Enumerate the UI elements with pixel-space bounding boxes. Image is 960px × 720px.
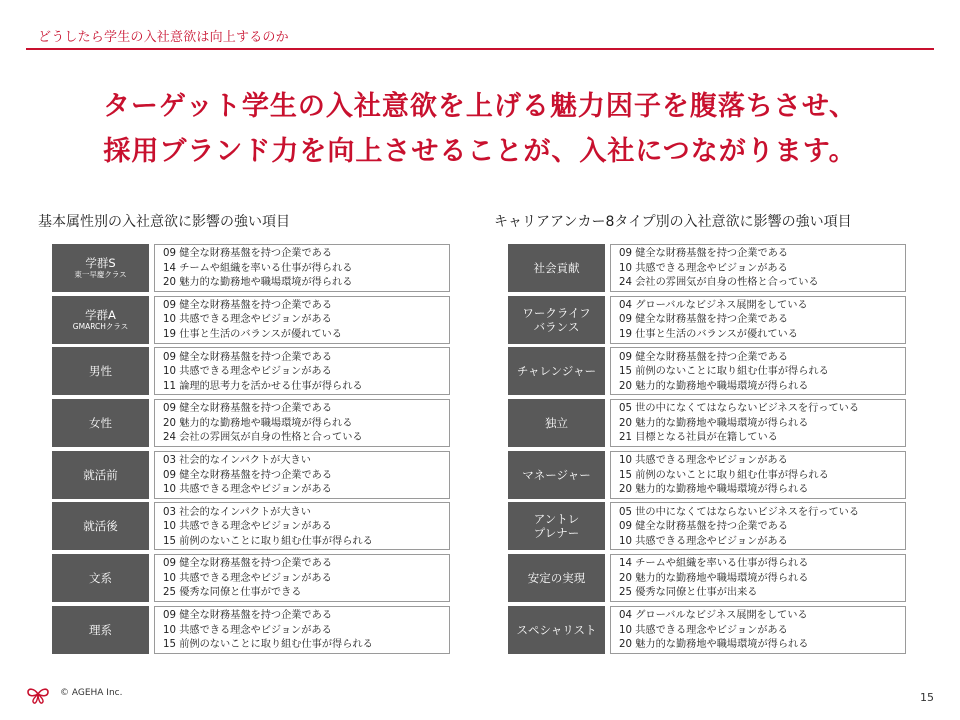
basic-attribute-row-sublabel: 東一早慶クラス [74, 270, 127, 279]
header-divider [26, 48, 934, 50]
basic-attribute-row-label-text: 男性 [89, 364, 112, 379]
factor-item: 09 健全な財務基盤を持つ企業である [619, 521, 789, 533]
career-anchor-row [508, 554, 906, 602]
factor-item: 19 仕事と生活のバランスが優れている [163, 328, 342, 340]
basic-attribute-row-label [52, 554, 149, 602]
basic-attribute-factor-list [154, 606, 450, 654]
factor-item: 05 世の中になくてはならないビジネスを行っている [619, 506, 860, 518]
factor-item: 10 共感できる理念やビジョンがある [163, 521, 332, 533]
career-anchor-row-label [508, 451, 605, 499]
basic-attribute-row-label-text: 文系 [89, 571, 112, 586]
factor-item: 20 魅力的な勤務地や職場環境が得られる [619, 484, 809, 495]
basic-attribute-row-sublabel: GMARCHクラス [72, 321, 129, 331]
factor-item: 20 魅力的な勤務地や職場環境が得られる [619, 639, 809, 651]
factor-item: 20 魅力的な勤務地や職場環境が得られる [163, 277, 353, 289]
factor-item: 25 優秀な同僚と仕事ができる [163, 587, 302, 599]
career-anchor-rows [508, 244, 906, 654]
factor-item: 15 前例のないことに取り組む仕事が得られる [619, 469, 829, 481]
basic-attribute-rows [52, 244, 450, 654]
factor-item: 20 魅力的な勤務地や職場環境が得られる [619, 380, 809, 392]
factor-item: 10 共感できる理念やビジョンがある [163, 624, 332, 636]
factor-item: 14 チームや組織を率いる仕事が得られる [163, 262, 353, 274]
factor-item: 20 魅力的な勤務地や職場環境が得られる [619, 417, 809, 429]
career-anchor-title: キャリアアンカー8タイプ別の入社意欲に影響の強い項目 [494, 214, 852, 230]
career-anchor-row [508, 502, 906, 550]
factor-item: 04 グローバルなビジネス展開をしている [619, 610, 808, 622]
basic-attribute-factor-list [154, 296, 450, 344]
factor-item: 04 グローバルなビジネス展開をしている [619, 299, 808, 311]
factor-item: 09 健全な財務基盤を持つ企業である [163, 558, 333, 570]
factor-item: 09 健全な財務基盤を持つ企業である [163, 351, 333, 363]
headline [0, 84, 960, 174]
basic-attribute-row [52, 451, 450, 499]
basic-attribute-row-label [52, 244, 149, 292]
factor-item: 09 健全な財務基盤を持つ企業である [619, 314, 789, 326]
factor-item: 10 共感できる理念やビジョンがある [619, 262, 788, 274]
basic-attribute-panel [38, 212, 450, 658]
basic-attribute-factor-list [154, 554, 450, 602]
factor-item: 05 世の中になくてはならないビジネスを行っている [619, 403, 860, 415]
factor-item: 15 前例のないことに取り組む仕事が得られる [163, 639, 373, 651]
basic-attribute-factor-list [154, 347, 450, 395]
headline-line-2: 採用ブランド力を向上させることが、入社につながります。 [103, 136, 857, 167]
factor-item: 03 社会的なインパクトが大きい [163, 506, 311, 518]
career-anchor-row-label [508, 502, 605, 550]
ageha-butterfly-logo-icon [26, 682, 50, 706]
headline-line-1: ターゲット学生の入社意欲を上げる魅力因子を腹落ちさせ、 [102, 91, 858, 122]
career-anchor-factor-list [610, 296, 906, 344]
career-anchor-factor-list [610, 606, 906, 654]
factor-item: 19 仕事と生活のバランスが優れている [619, 328, 798, 340]
career-anchor-row-label [508, 296, 605, 344]
factor-item: 09 健全な財務基盤を持つ企業である [163, 403, 333, 415]
career-anchor-factor-list [610, 347, 906, 395]
career-anchor-row-label-text: スペシャリスト [516, 622, 597, 637]
factor-item: 20 魅力的な勤務地や職場環境が得られる [163, 417, 353, 429]
basic-attribute-row-label-text: 理系 [89, 622, 112, 637]
basic-attribute-row-label-text: 就活後 [83, 519, 118, 534]
career-anchor-row [508, 451, 906, 499]
basic-attribute-row-label [52, 451, 149, 499]
basic-attribute-factor-list [154, 399, 450, 447]
factor-item: 21 目標となる社員が在籍している [619, 432, 778, 444]
factor-item: 15 前例のないことに取り組む仕事が得られる [163, 535, 373, 547]
career-anchor-row-label-text: 独立 [545, 416, 568, 431]
factor-item: 10 共感できる理念やビジョンがある [163, 314, 332, 326]
factor-item: 03 社会的なインパクトが大きい [163, 455, 311, 466]
factor-item: 10 共感できる理念やビジョンがある [163, 572, 332, 584]
factor-item: 09 健全な財務基盤を持つ企業である [163, 610, 333, 622]
basic-attribute-title: 基本属性別の入社意欲に影響の強い項目 [38, 214, 290, 230]
basic-attribute-row-label [52, 296, 149, 344]
factor-item: 15 前例のないことに取り組む仕事が得られる [619, 366, 829, 378]
basic-attribute-row [52, 606, 450, 654]
career-anchor-factor-list [610, 554, 906, 602]
section-title: どうしたら学生の入社意欲は向上するのか [38, 30, 289, 45]
factor-item: 09 健全な財務基盤を持つ企業である [619, 248, 789, 260]
basic-attribute-row-label-text: 学群A [85, 307, 116, 322]
factor-item: 09 健全な財務基盤を持つ企業である [163, 469, 333, 481]
career-anchor-factor-list [610, 502, 906, 550]
career-anchor-row [508, 244, 906, 292]
factor-item: 20 魅力的な勤務地や職場環境が得られる [619, 572, 809, 584]
basic-attribute-row-label [52, 347, 149, 395]
factor-item: 10 共感できる理念やビジョンがある [163, 366, 332, 378]
career-anchor-row-label-text: チャレンジャー [516, 364, 597, 379]
career-anchor-row-label-text: アントレ プレナー [533, 512, 580, 541]
career-anchor-row-label [508, 347, 605, 395]
career-anchor-factor-list [610, 399, 906, 447]
factor-item: 10 共感できる理念やビジョンがある [619, 535, 788, 547]
career-anchor-row [508, 606, 906, 654]
factor-item: 11 論理的思考力を活かせる仕事が得られる [163, 380, 363, 392]
career-anchor-row-label [508, 554, 605, 602]
career-anchor-factor-list [610, 451, 906, 499]
basic-attribute-row-label-text: 学群S [85, 256, 116, 270]
career-anchor-panel [494, 212, 906, 658]
factor-item: 24 会社の雰囲気が自身の性格と合っている [619, 277, 819, 289]
factor-item: 24 会社の雰囲気が自身の性格と合っている [163, 432, 363, 444]
career-anchor-row-label [508, 606, 605, 654]
basic-attribute-factor-list [154, 502, 450, 550]
career-anchor-row-label [508, 399, 605, 447]
career-anchor-row [508, 296, 906, 344]
basic-attribute-row-label-text: 就活前 [83, 467, 118, 482]
career-anchor-factor-list [610, 244, 906, 292]
factor-item: 10 共感できる理念やビジョンがある [163, 484, 332, 495]
career-anchor-row-label-text: マネージャー [522, 467, 591, 482]
factor-item: 10 共感できる理念やビジョンがある [619, 624, 788, 636]
basic-attribute-row-label [52, 399, 149, 447]
basic-attribute-factor-list [154, 244, 450, 292]
basic-attribute-row [52, 502, 450, 550]
basic-attribute-row [52, 296, 450, 344]
basic-attribute-factor-list [154, 451, 450, 499]
factor-item: 25 優秀な同僚と仕事が出来る [619, 587, 758, 599]
factor-item: 09 健全な財務基盤を持つ企業である [619, 351, 789, 363]
basic-attribute-row-label [52, 502, 149, 550]
factor-item: 10 共感できる理念やビジョンがある [619, 455, 788, 466]
basic-attribute-row [52, 399, 450, 447]
career-anchor-row [508, 399, 906, 447]
career-anchor-row-label [508, 244, 605, 292]
basic-attribute-row [52, 244, 450, 292]
factor-item: 09 健全な財務基盤を持つ企業である [163, 299, 333, 311]
career-anchor-row [508, 347, 906, 395]
page-number: 15 [920, 691, 934, 704]
basic-attribute-row-label-text: 女性 [89, 416, 112, 431]
career-anchor-row-label-text: ワークライフ バランス [522, 305, 591, 334]
factor-item: 09 健全な財務基盤を持つ企業である [163, 248, 333, 260]
basic-attribute-row-label [52, 606, 149, 654]
copyright: © AGEHA Inc. [60, 688, 123, 698]
basic-attribute-row [52, 347, 450, 395]
factor-item: 14 チームや組織を率いる仕事が得られる [619, 558, 809, 570]
career-anchor-row-label-text: 社会貢献 [533, 261, 580, 275]
career-anchor-row-label-text: 安定の実現 [527, 571, 586, 586]
basic-attribute-row [52, 554, 450, 602]
